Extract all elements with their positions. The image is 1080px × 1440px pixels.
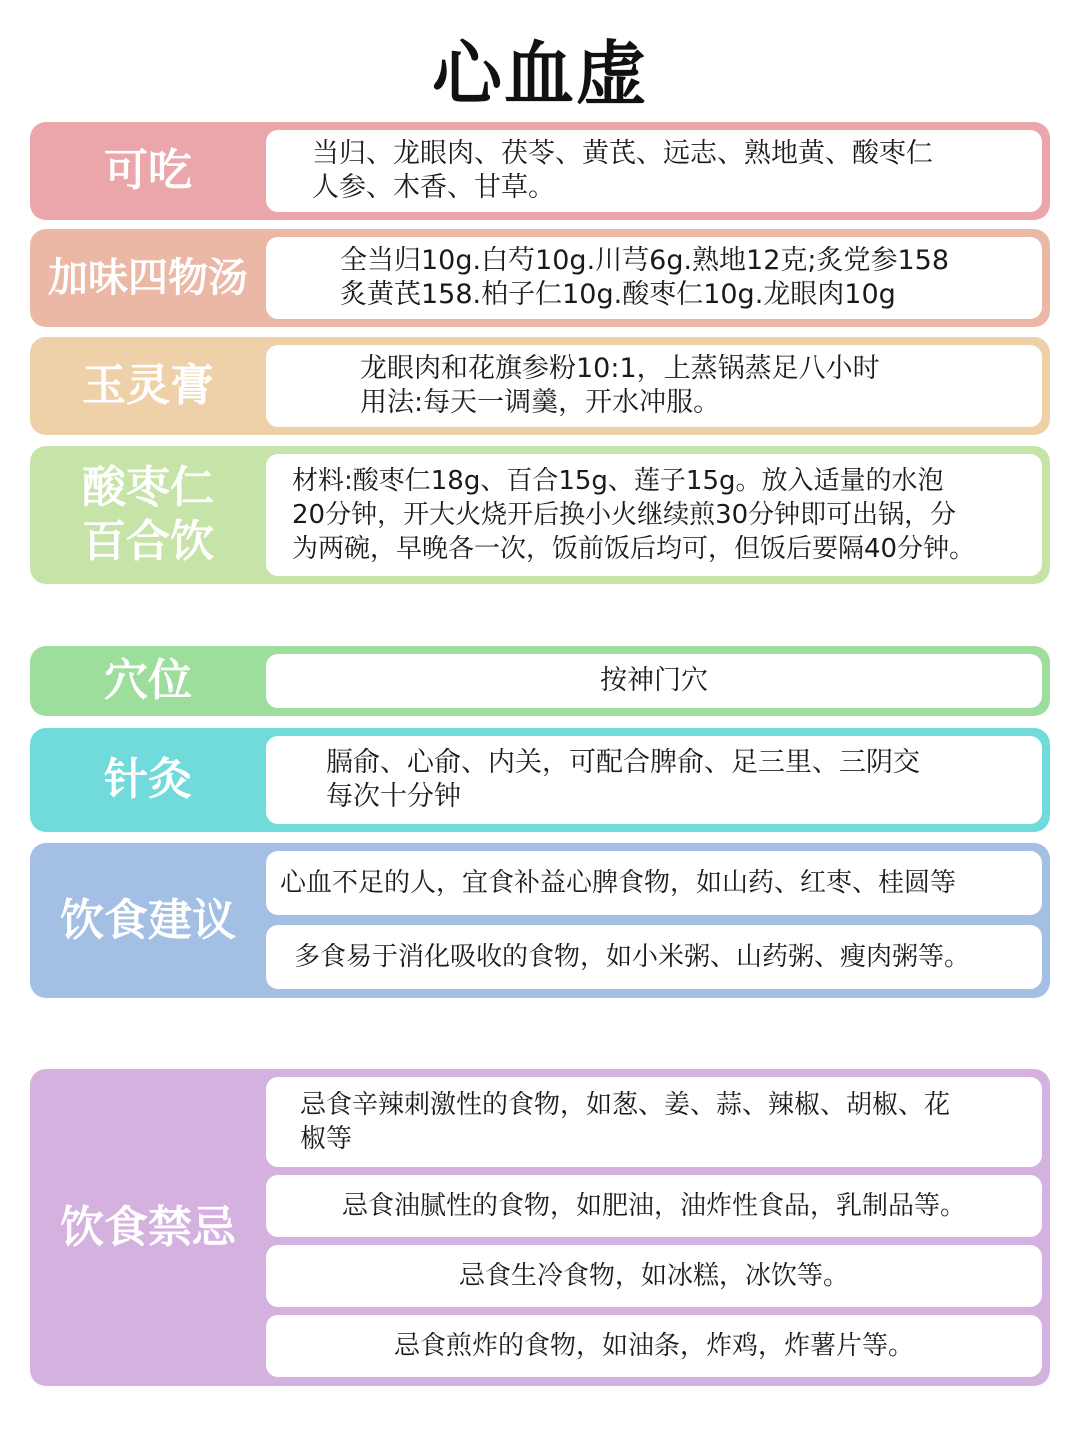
row-yuling-label: 玉灵膏 <box>82 360 214 411</box>
text-line: 炙黄芪158.柏子仁10g.酸枣仁10g.龙眼肉10g <box>340 279 896 310</box>
row-kechi-box <box>266 130 1042 212</box>
text-line: 多食易于消化吸收的食物，如小米粥、山药粥、瘦肉粥等。 <box>294 942 971 972</box>
text-line: 当归、龙眼肉、茯苓、黄芪、远志、熟地黄、酸枣仁 <box>312 138 933 169</box>
row-siwu-label: 加味四物汤 <box>48 255 248 301</box>
text-line: 心血不足的人，宜食补益心脾食物，如山药、红枣、桂圆等 <box>280 868 957 898</box>
row-zhenjiu-label: 针灸 <box>104 754 192 805</box>
text-line: 膈俞、心俞、内关，可配合脾俞、足三里、三阴交 <box>326 747 920 778</box>
row-jinji-label: 饮食禁忌 <box>60 1201 236 1253</box>
row-jinji <box>30 1069 1050 1386</box>
row-kechi <box>30 122 1050 220</box>
text-line: 为两碗，早晚各一次，饭前饭后均可，但饭后要隔40分钟。 <box>292 534 976 564</box>
text-line: 椒等 <box>300 1124 353 1154</box>
text-line: 用法:每天一调羹，开水冲服。 <box>360 387 721 418</box>
text-line: 每次十分钟 <box>326 781 461 812</box>
row-suanzao-box <box>266 454 1042 576</box>
row-suanzao <box>30 446 1050 584</box>
row-suanzao-label <box>30 446 266 584</box>
row-jinji-item-2 <box>266 1245 1042 1307</box>
row-jinji-item-0 <box>266 1077 1042 1167</box>
row-xuewei-label: 穴位 <box>104 655 192 706</box>
text-line: 按神门穴 <box>600 665 708 696</box>
row-yinshi-label: 饮食建议 <box>60 894 236 946</box>
text-line: 忌食辛辣刺激性的食物，如葱、姜、蒜、辣椒、胡椒、花 <box>300 1090 951 1120</box>
row-jinji-item-1 <box>266 1175 1042 1237</box>
text-line: 忌食煎炸的食物，如油条，炸鸡，炸薯片等。 <box>393 1331 914 1361</box>
text-line: 忌食生冷食物，如冰糕，冰饮等。 <box>458 1261 849 1291</box>
row-yuling <box>30 337 1050 435</box>
text-line: 材料:酸枣仁18g、百合15g、莲子15g。放入适量的水泡 <box>292 466 944 496</box>
row-yuling-box <box>266 345 1042 427</box>
text-line: 忌食油腻性的食物，如肥油，油炸性食品，乳制品等。 <box>341 1191 966 1221</box>
text-line: 龙眼肉和花旗参粉10:1，上蒸锅蒸足八小时 <box>360 353 880 384</box>
row-yinshi <box>30 843 1050 998</box>
row-xuewei <box>30 646 1050 716</box>
text-line: 全当归10g.白芍10g.川芎6g.熟地12克;炙党参158 <box>340 245 950 276</box>
label-line: 酸枣仁 <box>82 462 214 513</box>
row-zhenjiu <box>30 728 1050 832</box>
row-jinji-item-3 <box>266 1315 1042 1377</box>
text-line: 人参、木香、甘草。 <box>312 172 555 203</box>
row-siwu-box <box>266 237 1042 319</box>
row-xuewei-box <box>266 654 1042 708</box>
row-siwu <box>30 229 1050 327</box>
row-yinshi-item-0 <box>266 851 1042 915</box>
row-kechi-label: 可吃 <box>104 145 192 196</box>
row-yinshi-item-1 <box>266 925 1042 989</box>
page-title: 心血虚 <box>432 33 648 115</box>
label-line: 百合饮 <box>82 516 214 567</box>
text-line: 20分钟，开大火烧开后换小火继续煎30分钟即可出锅，分 <box>292 500 957 530</box>
row-zhenjiu-box <box>266 736 1042 824</box>
